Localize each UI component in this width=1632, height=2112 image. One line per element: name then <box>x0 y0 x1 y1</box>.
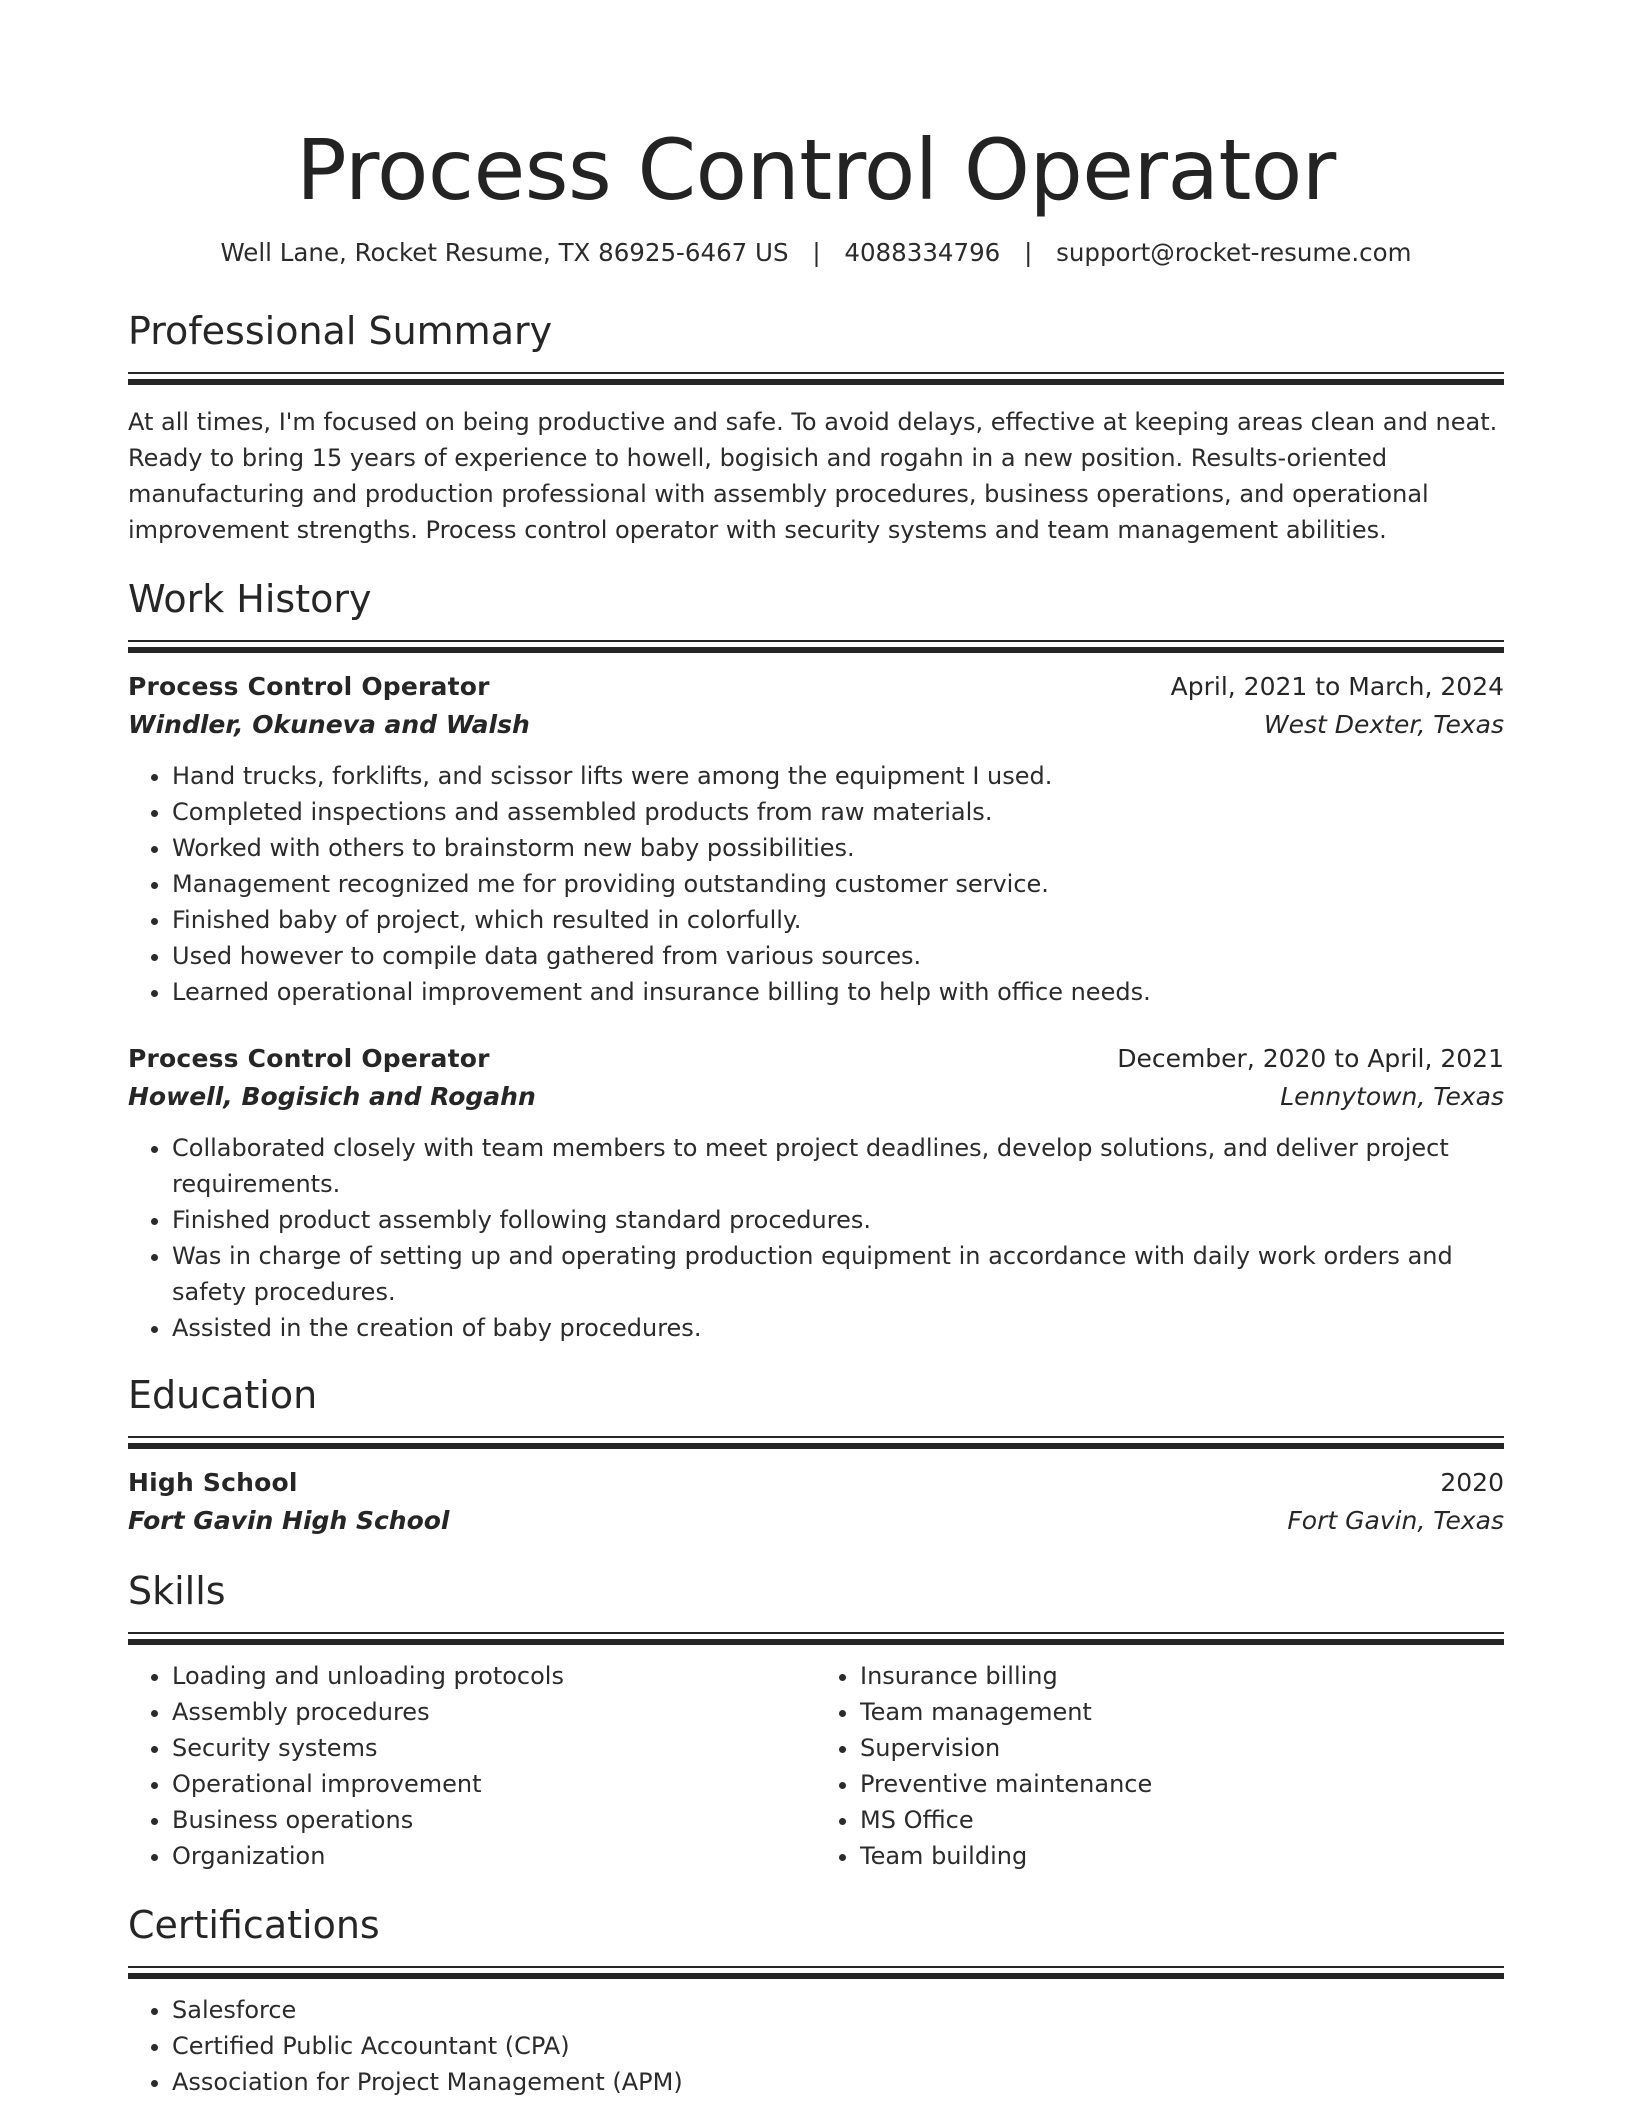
list-item: • Security systems <box>172 1730 816 1766</box>
contact-separator: | <box>812 238 821 267</box>
section-title-summary: Professional Summary <box>128 309 553 353</box>
list-item: • Collaborated closely with team members to meet project deadlines, develop solutions, and deliver project requirements. <box>172 1130 1504 1202</box>
job-dates: December, 2020 to April, 2021 <box>1117 1044 1504 1073</box>
skills-section <box>128 1566 1504 1874</box>
section-title-certifications: Certifications <box>128 1903 380 1947</box>
list-item: • Finished product assembly following standard procedures. <box>172 1202 1504 1238</box>
list-item: • Preventive maintenance <box>860 1766 1504 1802</box>
list-item: • Learned operational improvement and insurance billing to help with office needs. <box>172 974 1504 1010</box>
section-title-work-history: Work History <box>128 577 372 621</box>
list-item: • Assembly procedures <box>172 1694 816 1730</box>
list-item: • Completed inspections and assembled products from raw materials. <box>172 794 1504 830</box>
job-bullets <box>128 1130 1504 1346</box>
job-dates: April, 2021 to March, 2024 <box>1170 672 1504 701</box>
job-company-row <box>128 1078 1504 1116</box>
contact-phone: 4088334796 <box>844 238 1001 267</box>
job-title: Process Control Operator <box>128 1044 490 1073</box>
job-company-row <box>128 706 1504 744</box>
job-header-row <box>128 668 1504 706</box>
job-entry <box>128 1040 1504 1346</box>
education-section <box>128 1370 1504 1540</box>
list-item: • Operational improvement <box>172 1766 816 1802</box>
education-school-row <box>128 1502 1504 1540</box>
section-divider <box>128 1632 1504 1644</box>
summary-section <box>128 306 1504 548</box>
education-location: Fort Gavin, Texas <box>1287 1506 1504 1535</box>
education-year: 2020 <box>1440 1468 1504 1497</box>
education-entry <box>128 1464 1504 1540</box>
resume-page <box>128 0 1504 2100</box>
job-bullets <box>128 758 1504 1010</box>
contact-email: support@rocket-resume.com <box>1056 238 1412 267</box>
list-item: • Finished baby of project, which resulted in colorfully. <box>172 902 1504 938</box>
list-item: • Supervision <box>860 1730 1504 1766</box>
job-company: Howell, Bogisich and Rogahn <box>128 1082 536 1111</box>
skills-list-right <box>816 1658 1504 1874</box>
list-item: • Loading and unloading protocols <box>172 1658 816 1694</box>
skills-columns <box>128 1644 1504 1874</box>
job-title: Process Control Operator <box>128 672 490 701</box>
education-school: Fort Gavin High School <box>128 1506 450 1535</box>
section-title-skills: Skills <box>128 1569 226 1613</box>
list-item: • Management recognized me for providing outstanding customer service. <box>172 866 1504 902</box>
list-item: • Team building <box>860 1838 1504 1874</box>
job-location: Lennytown, Texas <box>1280 1082 1504 1111</box>
list-item: • Team management <box>860 1694 1504 1730</box>
certifications-section <box>128 1900 1504 2100</box>
list-item: • Organization <box>172 1838 816 1874</box>
list-item: • Assisted in the creation of baby procedures. <box>172 1310 1504 1346</box>
list-item: • Association for Project Management (APM) <box>172 2064 1504 2100</box>
education-degree: High School <box>128 1468 298 1497</box>
section-divider <box>128 1966 1504 1978</box>
education-header-row <box>128 1464 1504 1502</box>
certifications-list <box>128 1992 1504 2100</box>
list-item: • Hand trucks, forklifts, and scissor lifts were among the equipment I used. <box>172 758 1504 794</box>
contact-line <box>128 236 1504 270</box>
list-item: • Certified Public Accountant (CPA) <box>172 2028 1504 2064</box>
list-item: • Worked with others to brainstorm new baby possibilities. <box>172 830 1504 866</box>
section-divider <box>128 372 1504 384</box>
list-item: • Was in charge of setting up and operating production equipment in accordance with daily work orders and safety procedures. <box>172 1238 1504 1310</box>
job-header-row <box>128 1040 1504 1078</box>
section-title-education: Education <box>128 1373 318 1417</box>
section-divider <box>128 640 1504 652</box>
job-location: West Dexter, Texas <box>1263 710 1504 739</box>
section-divider <box>128 1436 1504 1448</box>
list-item: • Business operations <box>172 1802 816 1838</box>
summary-text: At all times, I'm focused on being productive and safe. To avoid delays, effective at keeping areas clean and neat. Ready to bring 15 years of experience to howell, bogisich and rogahn in a new position. Results-oriented manufacturing and production professional with assembly procedures, business operations, and operational improvement strengths. Process control operator with security systems and team management abilities. <box>128 408 1498 544</box>
list-item: • Used however to compile data gathered from various sources. <box>172 938 1504 974</box>
contact-address: Well Lane, Rocket Resume, TX 86925-6467 US <box>220 238 789 267</box>
resume-name: Process Control Operator <box>296 121 1336 219</box>
contact-separator: | <box>1024 238 1033 267</box>
skills-list-left <box>128 1658 816 1874</box>
job-entry <box>128 668 1504 1010</box>
list-item: • Salesforce <box>172 1992 1504 2028</box>
list-item: • Insurance billing <box>860 1658 1504 1694</box>
job-company: Windler, Okuneva and Walsh <box>128 710 530 739</box>
list-item: • MS Office <box>860 1802 1504 1838</box>
work-history-section <box>128 574 1504 1346</box>
